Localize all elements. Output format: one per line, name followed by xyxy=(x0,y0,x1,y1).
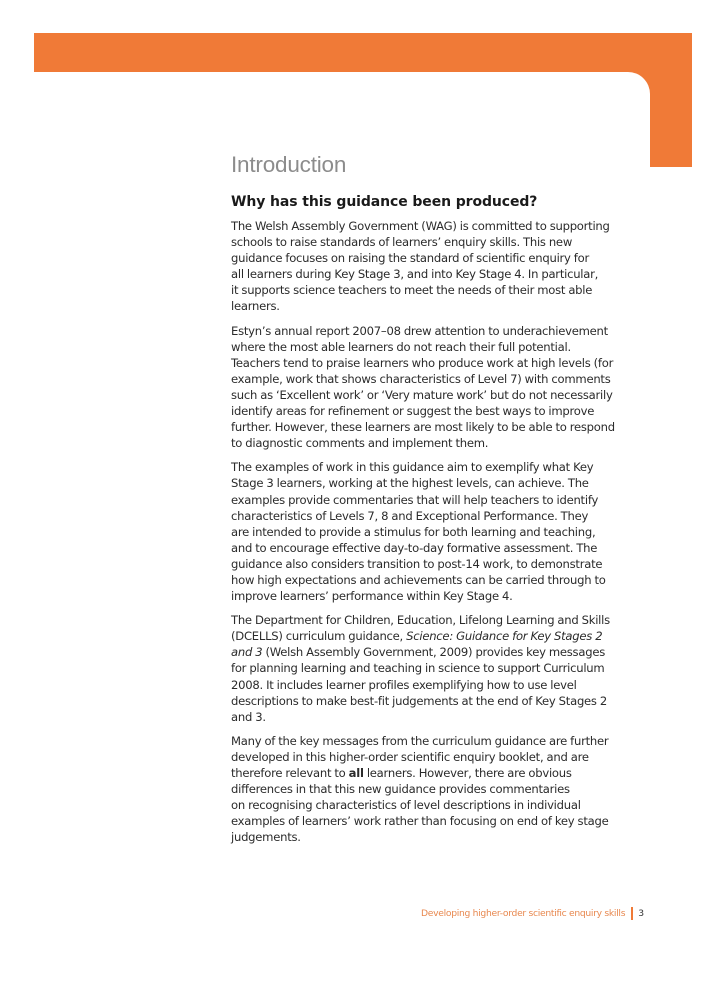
footer-separator xyxy=(631,907,633,920)
subheading: Why has this guidance been produced? xyxy=(231,194,538,210)
text-line xyxy=(231,628,631,644)
text-line: for planning learning and teaching in science to support Curriculum xyxy=(231,661,605,676)
text-line: examples provide commentaries that will help teachers to identify xyxy=(231,492,599,507)
text-line: improve learners’ performance within Key Stage 4. xyxy=(231,589,513,604)
text-line: The Welsh Assembly Government (WAG) is committed to supporting xyxy=(231,219,610,233)
text-line xyxy=(231,644,631,660)
text-run: (Welsh Assembly Government, 2009) provides key messages xyxy=(262,645,605,660)
text-line: where the most able learners do not reach their full potential. xyxy=(231,339,571,354)
text-run: learners. However, there are obvious xyxy=(363,766,572,780)
page-content xyxy=(231,150,631,845)
text-line: further. However, these learners are most likely to be able to respond xyxy=(231,420,615,435)
text-line: descriptions to make best-fit judgements at the end of Key Stages 2 xyxy=(231,693,607,708)
publication-title: Science: Guidance for Key Stages 2 xyxy=(406,629,603,644)
text-line: differences in that this new guidance provides commentaries xyxy=(231,782,570,797)
text-line: judgements. xyxy=(231,830,301,845)
text-line: example, work that shows characteristics of Level 7) with comments xyxy=(231,371,611,386)
publication-title: and 3 xyxy=(231,645,263,660)
text-line: characteristics of Levels 7, 8 and Exceptional Performance. They xyxy=(231,508,589,523)
page-footer xyxy=(421,906,644,920)
header-orange-tab xyxy=(650,60,692,167)
text-run: therefore relevant to xyxy=(231,766,349,780)
text-line: developed in this higher-order scientific enquiry booklet, and are xyxy=(231,749,589,764)
header-orange-band xyxy=(34,33,692,72)
text-line: it supports science teachers to meet the needs of their most able xyxy=(231,283,593,298)
text-line: 2008. It includes learner profiles exemplifying how to use level xyxy=(231,677,577,692)
text-run: (DCELLS) curriculum guidance, xyxy=(231,629,407,644)
text-line: Estyn’s annual report 2007–08 drew attention to underachievement xyxy=(231,323,608,338)
paragraph-2 xyxy=(231,323,631,452)
text-line: are intended to provide a stimulus for both learning and teaching, xyxy=(231,524,596,539)
emphasis-all: all xyxy=(348,766,364,780)
text-line: guidance focuses on raising the standard of scientific enquiry for xyxy=(231,251,589,266)
text-line: how high expectations and achievements can be carried through to xyxy=(231,572,606,587)
text-line: and to encourage effective day-to-day formative assessment. The xyxy=(231,540,598,555)
page-number: 3 xyxy=(638,907,644,919)
text-line: such as ‘Excellent work’ or ‘Very mature work’ but do not necessarily xyxy=(231,387,613,402)
text-line: to diagnostic comments and implement them. xyxy=(231,436,489,451)
paragraph-4 xyxy=(231,612,631,725)
text-line: all learners during Key Stage 3, and into Key Stage 4. In particular, xyxy=(231,267,599,282)
footer-document-title: Developing higher-order scientific enquiry skills xyxy=(421,907,626,919)
text-line: examples of learners’ work rather than focusing on end of key stage xyxy=(231,814,609,829)
section-title: Introduction xyxy=(231,152,347,177)
text-line: and 3. xyxy=(231,709,266,724)
text-line: The examples of work in this guidance aim to exemplify what Key xyxy=(231,460,594,475)
paragraph-5 xyxy=(231,733,631,846)
paragraph-1 xyxy=(231,218,631,315)
text-line: Many of the key messages from the curriculum guidance are further xyxy=(231,733,609,748)
text-line: Teachers tend to praise learners who produce work at high levels (for xyxy=(231,355,614,370)
paragraph-3 xyxy=(231,459,631,604)
text-line: The Department for Children, Education, Lifelong Learning and Skills xyxy=(231,613,610,628)
text-line xyxy=(231,765,631,781)
header-band-corner-curve xyxy=(606,72,650,116)
text-line: schools to raise standards of learners’ enquiry skills. This new xyxy=(231,235,573,250)
text-line: guidance also considers transition to post-14 work, to demonstrate xyxy=(231,556,603,571)
text-line: on recognising characteristics of level descriptions in individual xyxy=(231,798,581,813)
text-line: identify areas for refinement or suggest the best ways to improve xyxy=(231,404,595,419)
text-line: learners. xyxy=(231,299,280,314)
text-line: Stage 3 learners, working at the highest levels, can achieve. The xyxy=(231,476,589,491)
